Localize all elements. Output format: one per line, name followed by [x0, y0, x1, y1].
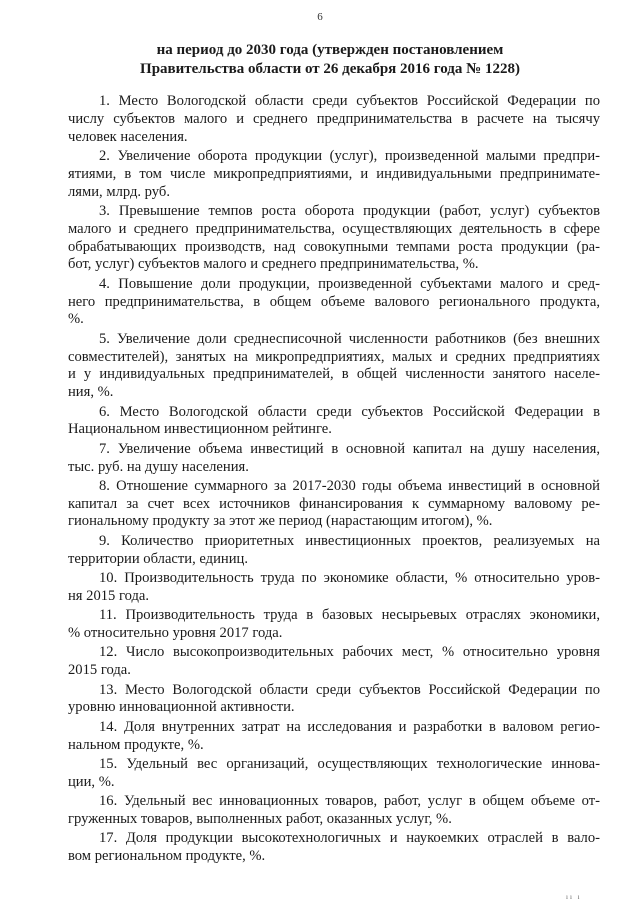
indicator-line: 7. Увеличение объема инвестиций в основной капитал на душу населения, [99, 440, 600, 457]
indicator-line: лями, млрд. руб. [68, 183, 170, 200]
indicator-line: нальном продукте, %. [68, 736, 204, 753]
indicator-item [68, 570, 600, 606]
indicator-line: 1. Место Вологодской области среди субъектов Российской Федерации по [99, 93, 600, 109]
indicator-line: капитал за счет всех источников финансирования к суммарному валовому ре- [68, 495, 600, 512]
indicator-line: уровню инновационной активности. [68, 699, 295, 716]
indicator-line: 14. Доля внутренних затрат на исследования и разработки в валовом регио- [99, 718, 600, 735]
indicator-line: груженных товаров, выполненных работ, оказанных услуг, %. [68, 810, 452, 827]
indicator-line: 4. Повышение доли продукции, произведенной субъектами малого и сред- [99, 275, 600, 292]
indicator-line: ня 2015 года. [68, 587, 150, 604]
indicator-item [68, 756, 600, 792]
indicator-line: % относительно уровня 2017 года. [68, 625, 283, 642]
indicator-line: 13. Место Вологодской области среди субъектов Российской Федерации по [99, 681, 600, 698]
indicator-line: 8. Отношение суммарного за 2017-2030 годы объема инвестиций в основной [99, 477, 600, 494]
indicator-line: человек населения. [68, 128, 188, 145]
indicator-line: 6. Место Вологодской области среди субъектов Российской Федерации в [99, 403, 600, 420]
indicator-item [68, 404, 600, 440]
indicator-item [68, 478, 600, 531]
indicator-item [68, 93, 600, 146]
indicator-line: %. [68, 311, 84, 328]
indicator-line: 16. Удельный вес инновационных товаров, работ, услуг в общем объеме от- [99, 793, 600, 810]
indicator-line: числу субъектов малого и среднего предпринимательства в расчете на тысячу [68, 110, 600, 127]
indicator-line: 11. Производительность труда в базовых несырьевых отраслях экономики, [99, 607, 600, 624]
indicator-line: вом региональном продукте, %. [68, 848, 266, 865]
indicator-item [68, 830, 600, 866]
indicator-line: тыс. руб. на душу населения. [68, 458, 249, 475]
indicator-line: 12. Число высокопроизводительных рабочих мест, % относительно уровня [99, 644, 600, 661]
indicator-line: ятиями, в том числе микропредприятиями, и индивидуальными предпринимате- [68, 165, 600, 182]
indicator-line: 10. Производительность труда по экономике области, % относительно уров- [99, 570, 600, 587]
indicator-line: обрабатывающих производств, над совокупными темпами роста продукции (ра- [68, 238, 600, 255]
indicator-item [68, 331, 600, 402]
indicator-line: 9. Количество приоритетных инвестиционных проектов, реализуемых на [99, 532, 600, 549]
heading-line: Правительства области от 26 декабря 2016 года № 1228) [140, 61, 520, 77]
indicator-line: Национальном инвестиционном рейтинге. [68, 421, 332, 438]
indicator-item [68, 719, 600, 755]
indicator-line: него предпринимательства, в общем объеме валового регионального продукта, [68, 293, 600, 310]
indicator-line: 2015 года. [68, 662, 131, 679]
indicator-item [68, 441, 600, 477]
indicator-line: гиональному продукту за этот же период (нарастающим итогом), %. [68, 513, 493, 530]
page-number: 6 [317, 11, 323, 23]
indicator-item [68, 203, 600, 274]
indicator-item [68, 148, 600, 201]
indicator-line: 3. Превышение темпов роста оборота продукции (работ, услуг) субъектов [99, 202, 600, 219]
indicator-line: малого и среднего предпринимательства, осуществляющих деятельность в сфере [68, 220, 600, 237]
indicator-item [68, 607, 600, 643]
indicator-line: ции, %. [68, 773, 115, 790]
indicator-line: совместителей), занятых на микропредприятиях, малых и средних предприятиях [68, 348, 600, 365]
indicator-line: 5. Увеличение доли среднесписочной численности работников (без внешних [99, 330, 600, 347]
indicator-item [68, 276, 600, 329]
indicator-line: и у индивидуальных предпринимателей, в общей численности занятого населе- [68, 366, 600, 383]
indicator-list [68, 93, 600, 868]
indicator-item [68, 533, 600, 569]
indicator-line: бот, услуг) субъектов малого и среднего предпринимательства, %. [68, 256, 479, 273]
indicator-line: 17. Доля продукции высокотехнологичных и наукоемких отраслей в вало- [99, 830, 600, 847]
indicator-item [68, 793, 600, 829]
indicator-line: ния, %. [68, 384, 114, 401]
document-heading [60, 41, 600, 79]
scan-mark: ıı ı [566, 893, 582, 901]
indicator-line: территории области, единиц. [68, 550, 248, 567]
heading-line: на период до 2030 года (утвержден постановлением [156, 42, 504, 58]
indicator-line: 15. Удельный вес организаций, осуществляющих технологические иннова- [99, 756, 600, 772]
indicator-line: 2. Увеличение оборота продукции (услуг), произведенной малыми предпри- [99, 147, 600, 164]
indicator-item [68, 644, 600, 680]
indicator-item [68, 682, 600, 718]
